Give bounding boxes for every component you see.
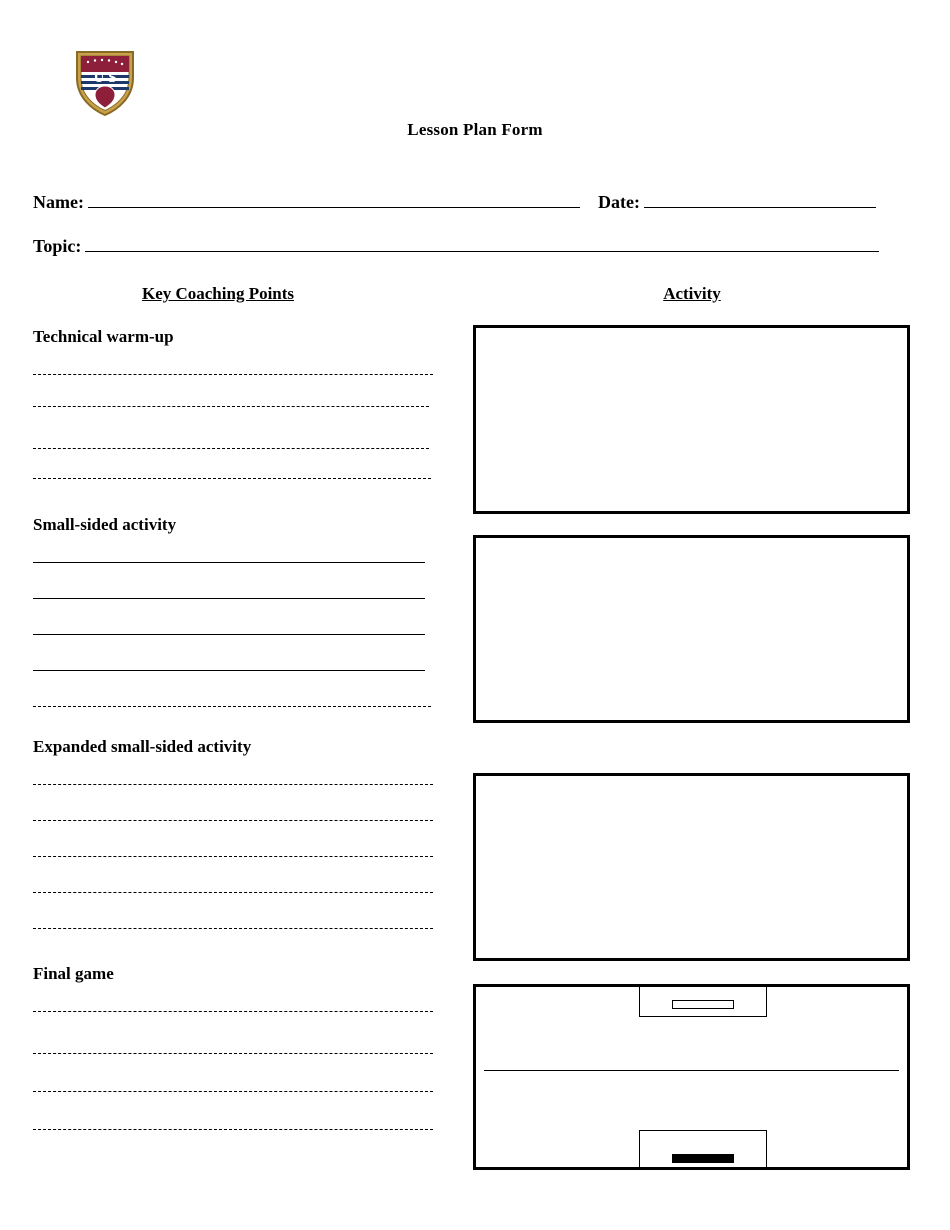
writing-line[interactable] [33, 598, 425, 599]
svg-text:U S: U S [93, 70, 117, 86]
writing-line[interactable] [33, 478, 431, 479]
key-coaching-points-heading: Key Coaching Points [141, 284, 295, 303]
writing-line[interactable] [33, 820, 433, 821]
writing-line[interactable] [33, 892, 433, 893]
section-title-small-sided-activity: Small-sided activity [33, 515, 177, 534]
writing-line[interactable] [33, 856, 433, 857]
activity-heading: Activity [663, 284, 721, 303]
page-title: Lesson Plan Form [407, 120, 543, 139]
writing-line[interactable] [33, 406, 429, 407]
bottom-penalty-area [639, 1130, 767, 1170]
topic-label: Topic: [33, 236, 82, 256]
us-soccer-crest-logo [72, 48, 138, 118]
writing-line[interactable] [33, 634, 425, 635]
name-label: Name: [33, 192, 84, 212]
writing-line[interactable] [33, 1053, 433, 1054]
writing-line[interactable] [33, 562, 425, 563]
writing-line[interactable] [33, 448, 429, 449]
writing-line[interactable] [33, 784, 433, 785]
name-input[interactable] [88, 193, 580, 208]
writing-line[interactable] [33, 1129, 433, 1130]
topic-input[interactable] [85, 237, 879, 252]
topic-row [33, 236, 879, 257]
writing-line[interactable] [33, 670, 425, 671]
section-title-expanded-small-sided-activity: Expanded small-sided activity [33, 737, 252, 756]
date-label: Date: [597, 192, 640, 212]
date-input[interactable] [644, 193, 876, 208]
activity-box-technical-warm-up[interactable] [473, 325, 910, 514]
writing-line[interactable] [33, 928, 433, 929]
section-title-final-game: Final game [33, 964, 114, 983]
writing-line[interactable] [33, 706, 431, 707]
field-diagram-final-game[interactable] [473, 984, 910, 1170]
name-date-row [33, 192, 876, 213]
writing-line[interactable] [33, 374, 433, 375]
bottom-goal [672, 1154, 734, 1163]
top-goal [672, 1000, 734, 1009]
writing-line[interactable] [33, 1091, 433, 1092]
activity-box-expanded-small-sided-activity[interactable] [473, 773, 910, 961]
halfway-line [484, 1070, 899, 1071]
activity-box-small-sided-activity[interactable] [473, 535, 910, 723]
writing-line[interactable] [33, 1011, 433, 1012]
section-title-technical-warm-up: Technical warm-up [33, 327, 174, 346]
